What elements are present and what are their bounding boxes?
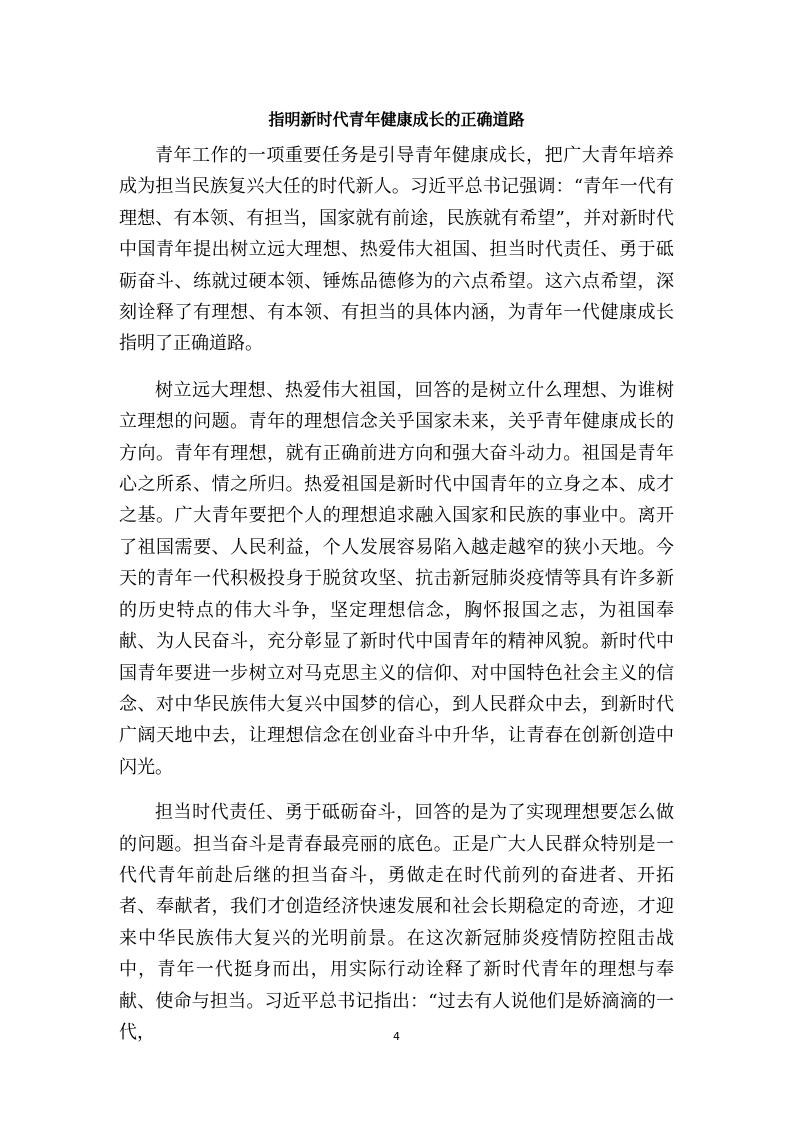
page-number: 4 xyxy=(393,1030,400,1043)
paragraph: 树立远大理想、热爱伟大祖国，回答的是树立什么理想、为谁树立理想的问题。青年的理想信念关乎国家未来，关乎青年健康成长的方向。青年有理想，就有正确前进方向和强大奋斗动力。祖国是青年心之所系、情之所归。热爱祖国是新时代中国青年的立身之本、成才之基。广大青年要把个人的理想追求融入国家和民族的事业中。离开了祖国需要、人民利益，个人发展容易陷入越走越窄的狭小天地。今天的青年一代积极投身于脱贫攻坚、抗击新冠肺炎疫情等具有许多新的历史特点的伟大斗争，坚定理想信念，胸怀报国之志，为祖国奉献、为人民奋斗，充分彰显了新时代中国青年的精神风貌。新时代中国青年要进一步树立对马克思主义的信仰、对中国特色社会主义的信念、对中华民族伟大复兴中国梦的信心，到人民群众中去，到新时代广阔天地中去，让理想信念在创业奋斗中升华，让青春在创新创造中闪光。 xyxy=(119,379,674,778)
paragraph: 青年工作的一项重要任务是引导青年健康成长，把广大青年培养成为担当民族复兴大任的时代新人。习近平总书记强调：“青年一代有理想、有本领、有担当，国家就有前途，民族就有希望”，并对新时代中国青年提出树立远大理想、热爱伟大祖国、担当时代责任、勇于砥砺奋斗、练就过硬本领、锤炼品德修为的六点希望。这六点希望，深刻诠释了有理想、有本领、有担当的具体内涵，为青年一代健康成长指明了正确道路。 xyxy=(119,145,674,355)
paragraph: 担当时代责任、勇于砥砺奋斗，回答的是为了实现理想要怎么做的问题。担当奋斗是青春最亮丽的底色。正是广大人民群众特别是一代代青年前赴后继的担当奋斗，勇做走在时代前列的奋进者、开拓者、奉献者，我们才创造经济快速发展和社会长期稳定的奇迹，才迎来中华民族伟大复兴的光明前景。在这次新冠肺炎疫情防控阻击战中，青年一代挺身而出，用实际行动诠释了新时代青年的理想与奉献、使命与担当。习近平总书记指出：“过去有人说他们是娇滴滴的一代， xyxy=(119,802,674,1043)
document-title: 指明新时代青年健康成长的正确道路 xyxy=(268,110,525,129)
document-body xyxy=(119,140,674,1062)
